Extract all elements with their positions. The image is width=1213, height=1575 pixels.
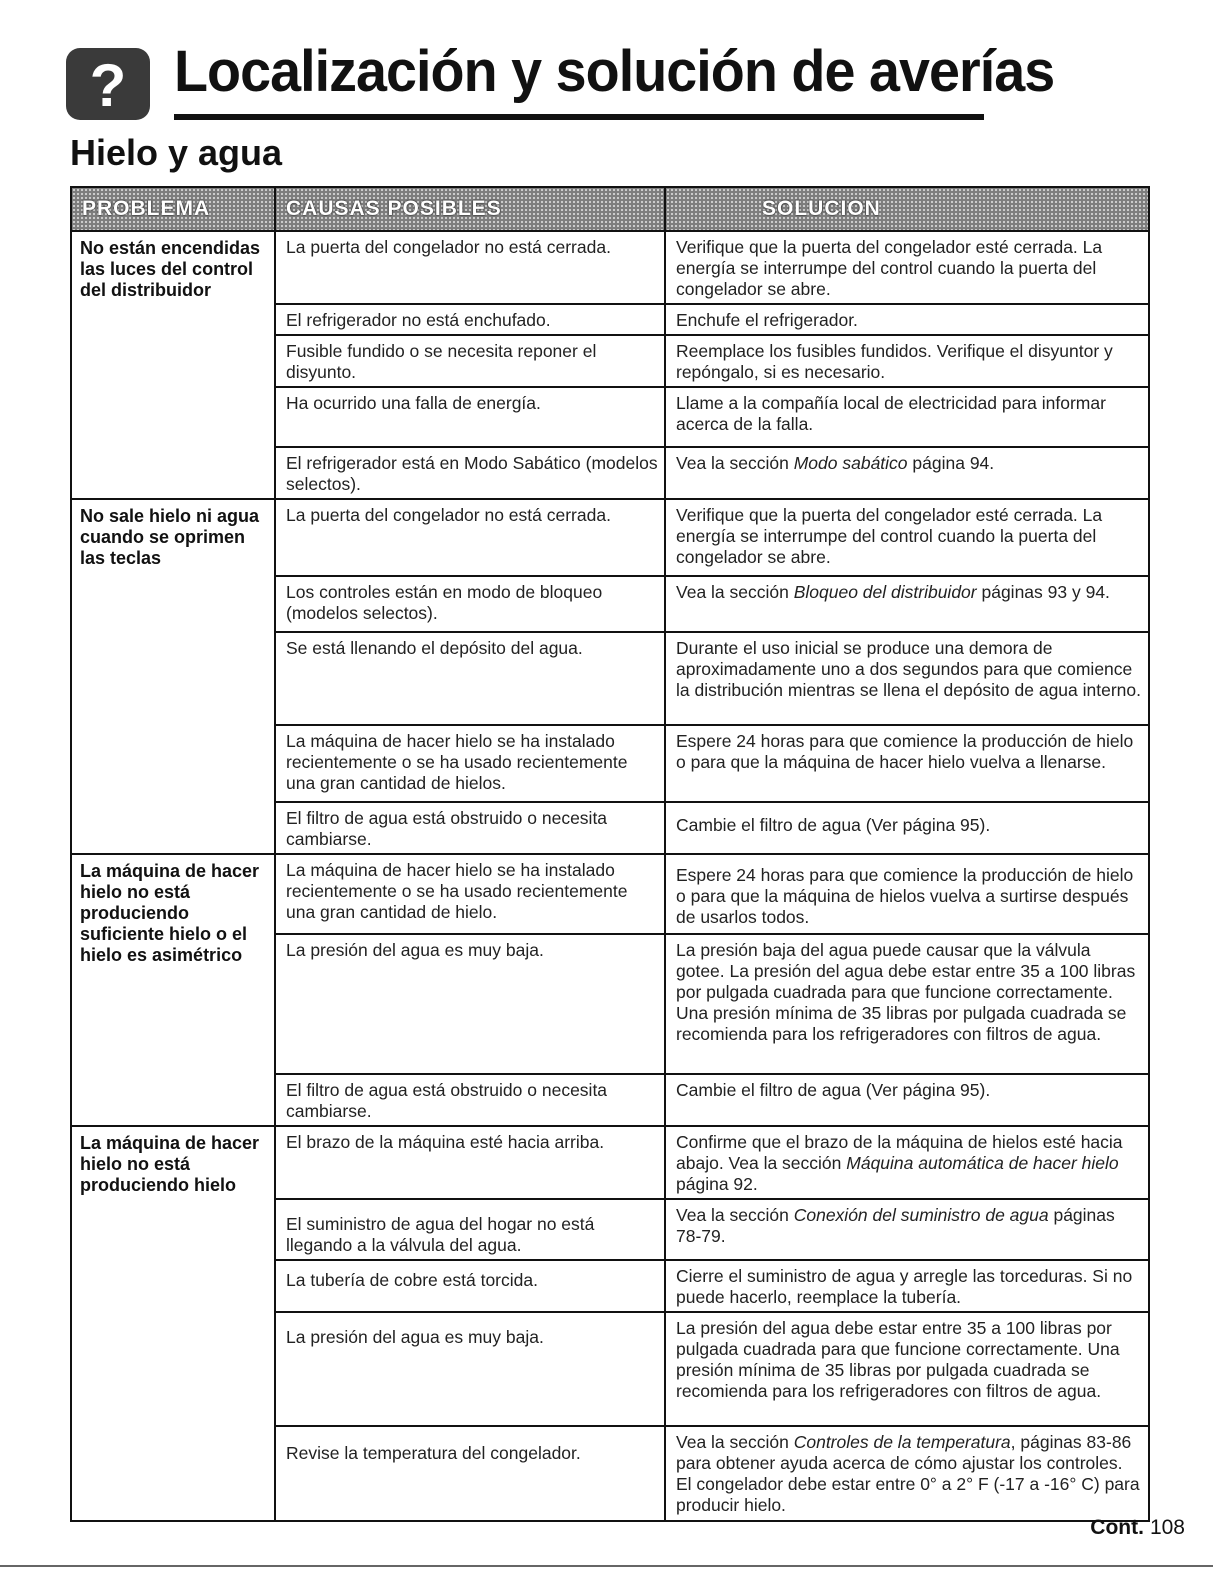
- problem-cell: La máquina de hacer hielo no está produciendo hielo: [71, 1126, 275, 1521]
- cause-cell: Ha ocurrido una falla de energía.: [275, 387, 665, 447]
- cause-cell: El refrigerador está en Modo Sabático (modelos selectos).: [275, 447, 665, 499]
- solution-cell: Vea la sección Bloqueo del distribuidor páginas 93 y 94.: [665, 576, 1149, 632]
- page-title: Localización y solución de averías: [174, 39, 1055, 104]
- cause-cell: La presión del agua es muy baja.: [275, 934, 665, 1074]
- header-solution: SOLUCION: [665, 187, 1149, 231]
- solution-cell: Reemplace los fusibles fundidos. Verifique el disyuntor y repóngalo, si es necesario.: [665, 335, 1149, 387]
- cause-cell: La máquina de hacer hielo se ha instalado recientemente o se ha usado recientemente una gran cantidad de hielos.: [275, 725, 665, 802]
- cause-cell: El refrigerador no está enchufado.: [275, 304, 665, 335]
- solution-cell: Vea la sección Modo sabático página 94.: [665, 447, 1149, 499]
- troubleshooting-table: [70, 186, 1150, 1522]
- problem-cell: No están encendidas las luces del control del distribuidor: [71, 231, 275, 499]
- cause-cell: La presión del agua es muy baja.: [275, 1312, 665, 1426]
- cause-cell: La puerta del congelador no está cerrada.: [275, 231, 665, 304]
- header-problem: PROBLEMA: [71, 187, 275, 231]
- cause-cell: Se está llenando el depósito del agua.: [275, 632, 665, 725]
- solution-cell: Verifique que la puerta del congelador esté cerrada. La energía se interrumpe del control cuando la puerta del congelador se abre.: [665, 499, 1149, 576]
- question-mark-icon: [66, 48, 150, 120]
- solution-cell: Llame a la compañía local de electricidad para informar acerca de la falla.: [665, 387, 1149, 447]
- solution-cell: La presión baja del agua puede causar que la válvula gotee. La presión del agua debe estar entre 35 a 100 libras por pulgada cuadrada para que funcione correctamente. Una presión mínima de 35 libras por pulgada cuadrada se recomienda para los refrigeradores con filtros de agua.: [665, 934, 1149, 1074]
- table-row: [71, 854, 1149, 934]
- cause-cell: El suministro de agua del hogar no está llegando a la válvula del agua.: [275, 1199, 665, 1260]
- cause-cell: Fusible fundido o se necesita reponer el disyunto.: [275, 335, 665, 387]
- svg-text:?: ?: [89, 52, 127, 119]
- page-number: 108: [1149, 1516, 1185, 1539]
- table-row: [71, 231, 1149, 304]
- table-row: [71, 1126, 1149, 1199]
- header-causes: CAUSAS POSIBLES: [275, 187, 665, 231]
- page-header: [66, 34, 1055, 124]
- solution-cell: Cambie el filtro de agua (Ver página 95).: [665, 802, 1149, 854]
- solution-cell: Cierre el suministro de agua y arregle las torceduras. Si no puede hacerlo, reemplace la tubería.: [665, 1260, 1149, 1312]
- cause-cell: La tubería de cobre está torcida.: [275, 1260, 665, 1312]
- solution-cell: Vea la sección Controles de la temperatura, páginas 83-86 para obtener ayuda acerca de cómo ajustar los controles. El congelador debe estar entre 0° a 2° F (-17 a -16° C) para producir hielo.: [665, 1426, 1149, 1521]
- table-header-row: [71, 187, 1149, 231]
- solution-cell: Espere 24 horas para que comience la producción de hielo o para que la máquina de hielos vuelva a surtirse después de usarlos todos.: [665, 854, 1149, 934]
- continued-label: Cont.: [1090, 1516, 1144, 1539]
- bottom-divider: [0, 1565, 1213, 1567]
- cause-cell: El filtro de agua está obstruido o necesita cambiarse.: [275, 1074, 665, 1126]
- problem-cell: No sale hielo ni agua cuando se oprimen las teclas: [71, 499, 275, 854]
- table-row: [71, 499, 1149, 576]
- solution-cell: Verifique que la puerta del congelador esté cerrada. La energía se interrumpe del control cuando la puerta del congelador se abre.: [665, 231, 1149, 304]
- page-footer: [1090, 1516, 1185, 1540]
- cause-cell: El brazo de la máquina esté hacia arriba.: [275, 1126, 665, 1199]
- section-title: Hielo y agua: [70, 132, 283, 173]
- cause-cell: La máquina de hacer hielo se ha instalado recientemente o se ha usado recientemente una gran cantidad de hielo.: [275, 854, 665, 934]
- cause-cell: Los controles están en modo de bloqueo (modelos selectos).: [275, 576, 665, 632]
- solution-cell: Cambie el filtro de agua (Ver página 95).: [665, 1074, 1149, 1126]
- solution-cell: Vea la sección Conexión del suministro de agua páginas 78-79.: [665, 1199, 1149, 1260]
- solution-cell: Durante el uso inicial se produce una demora de aproximadamente uno a dos segundos para que comience la distribución mientras se llena el depósito de agua interno.: [665, 632, 1149, 725]
- solution-cell: La presión del agua debe estar entre 35 a 100 libras por pulgada cuadrada para que funcione correctamente. Una presión mínima de 35 libras por pulgada cuadrada se recomienda para los refrigeradores con filtros de agua.: [665, 1312, 1149, 1426]
- cause-cell: La puerta del congelador no está cerrada.: [275, 499, 665, 576]
- solution-cell: Espere 24 horas para que comience la producción de hielo o para que la máquina de hacer hielo vuelva a llenarse.: [665, 725, 1149, 802]
- problem-cell: La máquina de hacer hielo no está produciendo suficiente hielo o el hielo es asimétrico: [71, 854, 275, 1126]
- cause-cell: Revise la temperatura del congelador.: [275, 1426, 665, 1521]
- cause-cell: El filtro de agua está obstruido o necesita cambiarse.: [275, 802, 665, 854]
- title-underline: [174, 114, 984, 120]
- solution-cell: Confirme que el brazo de la máquina de hielos esté hacia abajo. Vea la sección Máquina automática de hacer hielo página 92.: [665, 1126, 1149, 1199]
- solution-cell: Enchufe el refrigerador.: [665, 304, 1149, 335]
